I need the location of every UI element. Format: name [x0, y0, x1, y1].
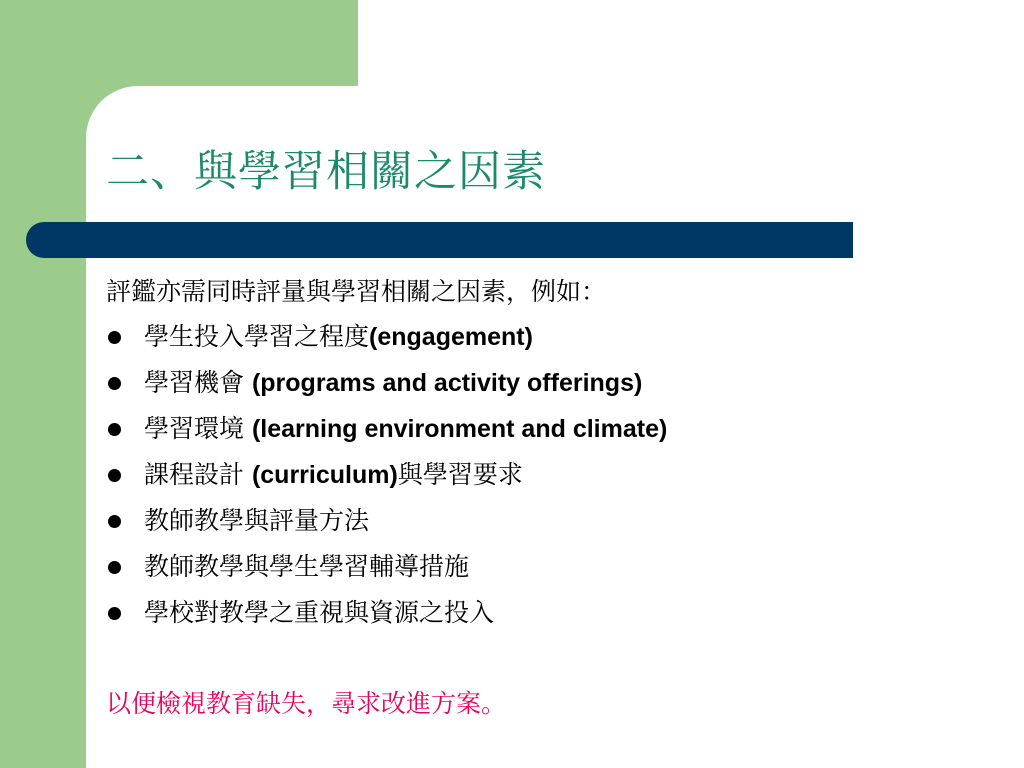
list-item — [106, 498, 1006, 544]
bullet-icon — [108, 515, 121, 528]
bullet-icon — [108, 423, 121, 436]
factor-list — [106, 314, 1006, 636]
intro-text: 評鑑亦需同時評量與學習相關之因素，例如： — [106, 277, 607, 306]
list-item — [106, 590, 1006, 636]
slide-body — [106, 270, 1006, 726]
bullet-text-zh-after: 與學習要求 — [397, 460, 523, 489]
bullet-text-zh: 教師教學與評量方法 — [144, 506, 370, 535]
bullet-text-en: (curriculum) — [251, 461, 398, 489]
bullet-icon — [108, 377, 121, 390]
bullet-text-zh: 課程設計 — [144, 460, 252, 489]
list-item — [106, 544, 1006, 590]
list-item — [106, 452, 1006, 498]
bullet-icon — [108, 607, 121, 620]
list-item — [106, 406, 1006, 452]
bullet-icon — [108, 469, 121, 482]
bullet-text-zh: 學校對教學之重視與資源之投入 — [144, 598, 495, 627]
bullet-icon — [108, 331, 121, 344]
list-item — [106, 360, 1006, 406]
bullet-text-zh: 學習機會 — [144, 368, 252, 397]
bullet-text-en: (engagement) — [369, 323, 533, 351]
bullet-text-zh: 學習環境 — [144, 414, 252, 443]
slide-title: 二、與學習相關之因素 — [106, 147, 546, 197]
bullet-text-en: (learning environment and climate) — [251, 415, 668, 443]
conclusion-text: 以便檢視教育缺失，尋求改進方案。 — [106, 689, 507, 718]
bullet-text-en: (programs and activity offerings) — [251, 369, 643, 397]
bullet-icon — [108, 561, 121, 574]
title-divider-bar — [26, 222, 853, 258]
list-item — [106, 314, 1006, 360]
bullet-text-zh: 學生投入學習之程度 — [144, 322, 370, 351]
bullet-text-zh: 教師教學與學生學習輔導措施 — [144, 552, 470, 581]
